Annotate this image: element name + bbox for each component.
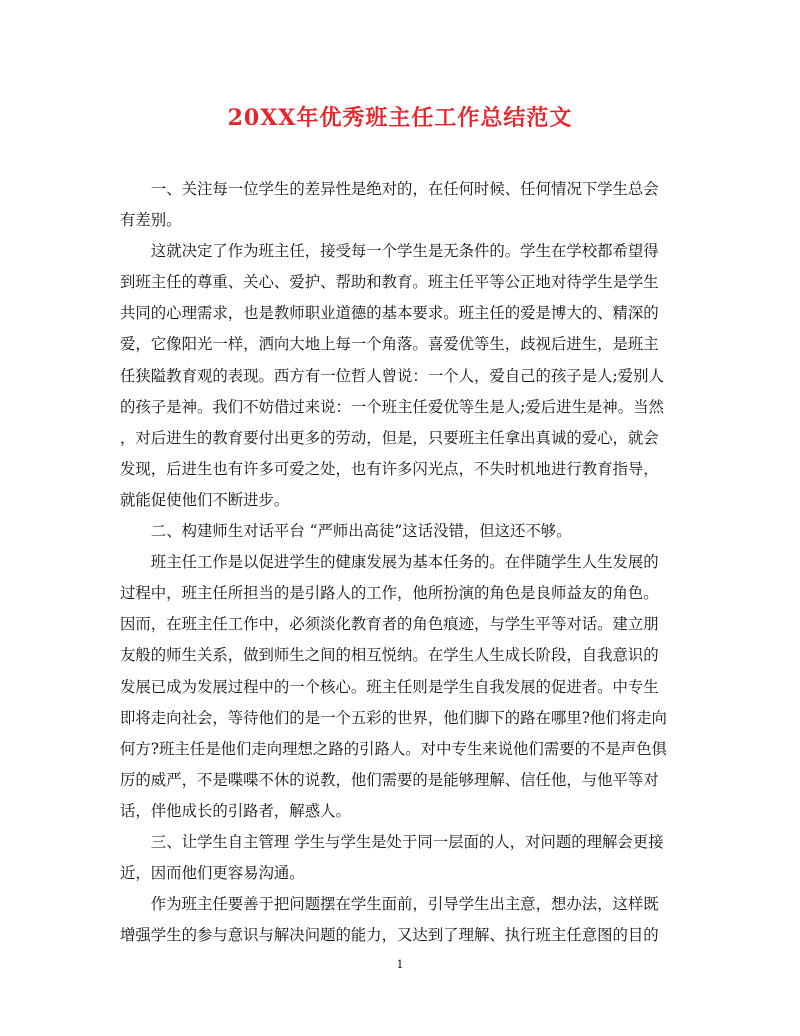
- paragraph-line: 的孩子是神。我们不妨借过来说：一个班主任爱优等生是人;爱后进生是神。当然: [120, 397, 664, 416]
- paragraph: [120, 547, 676, 827]
- paragraph-line: 厉的威严，不是喋喋不休的说教，他们需要的是能够理解、信任他，与他平等对: [120, 770, 659, 789]
- page-number: 1: [396, 958, 404, 971]
- paragraph-line: 友般的师生关系，做到师生之间的相互悦纳。在学生人生成长阶段，自我意识的: [120, 646, 659, 665]
- paragraph: [120, 236, 676, 516]
- paragraph-line: 爱，它像阳光一样，洒向大地上每一个角落。喜爱优等生，歧视后进生，是班主: [120, 335, 659, 354]
- paragraph-line: 就能促使他们不断进步。: [120, 490, 290, 509]
- document-body: [120, 174, 676, 951]
- paragraph-line: 即将走向社会，等待他们的是一个五彩的世界，他们脚下的路在哪里?他们将走向: [120, 708, 667, 727]
- paragraph-line: 发展已成为发展过程中的一个核心。班主任则是学生自我发展的促进者。中专生: [120, 677, 659, 696]
- paragraph-line: 任狭隘教育观的表现。西方有一位哲人曾说：一个人，爱自己的孩子是人;爱别人: [120, 366, 664, 385]
- paragraph-line: 发现，后进生也有许多可爱之处，也有许多闪光点，不失时机地进行教育指导，: [120, 459, 659, 478]
- paragraph-line: 有差别。: [120, 211, 182, 230]
- paragraph-line: 作为班主任要善于把问题摆在学生面前，引导学生出主意，想办法，这样既: [150, 895, 659, 914]
- paragraph: [120, 889, 676, 951]
- document-title: 20XX年优秀班主任工作总结范文: [227, 105, 573, 131]
- paragraph-line: 因而，在班主任工作中，必须淡化教育者的角色痕迹，与学生平等对话。建立朋: [120, 615, 659, 634]
- paragraph-line: 一、关注每一位学生的差异性是绝对的，在任何时候、任何情况下学生总会: [150, 180, 659, 198]
- paragraph-line: 二、构建师生对话平台 “严师出高徒”这话没错，但这还不够。: [150, 522, 572, 541]
- paragraph-line: 过程中，班主任所担当的是引路人的工作，他所扮演的角色是良师益友的角色。: [120, 584, 659, 603]
- paragraph-line: 共同的心理需求，也是教师职业道德的基本要求。班主任的爱是博大的、精深的: [120, 304, 659, 323]
- paragraph-line: 何方?班主任是他们走向理想之路的引路人。对中专生来说他们需要的不是声色俱: [120, 739, 667, 758]
- paragraph-line: 三、让学生自主管理 学生与学生是处于同一层面的人，对问题的理解会更接: [150, 832, 664, 851]
- paragraph: [120, 174, 676, 236]
- paragraph: [120, 516, 676, 547]
- paragraph-line: 班主任工作是以促进学生的健康发展为基本任务的。在伴随学生人生发展的: [150, 553, 659, 572]
- paragraph-line: 增强学生的参与意识与解决问题的能力，又达到了理解、执行班主任意图的目的: [120, 926, 659, 945]
- paragraph-line: 到班主任的尊重、关心、爱护、帮助和教育。班主任平等公正地对待学生是学生: [120, 273, 659, 292]
- paragraph-line: ，对后进生的教育要付出更多的劳动，但是，只要班主任拿出真诚的爱心，就会: [120, 428, 659, 447]
- paragraph-line: 近，因而他们更容易沟通。: [120, 864, 305, 883]
- paragraph: [120, 827, 676, 889]
- paragraph-line: 话，伴他成长的引路者，解惑人。: [120, 801, 351, 820]
- paragraph-line: 这就决定了作为班主任，接受每一个学生是无条件的。学生在学校都希望得: [150, 242, 659, 261]
